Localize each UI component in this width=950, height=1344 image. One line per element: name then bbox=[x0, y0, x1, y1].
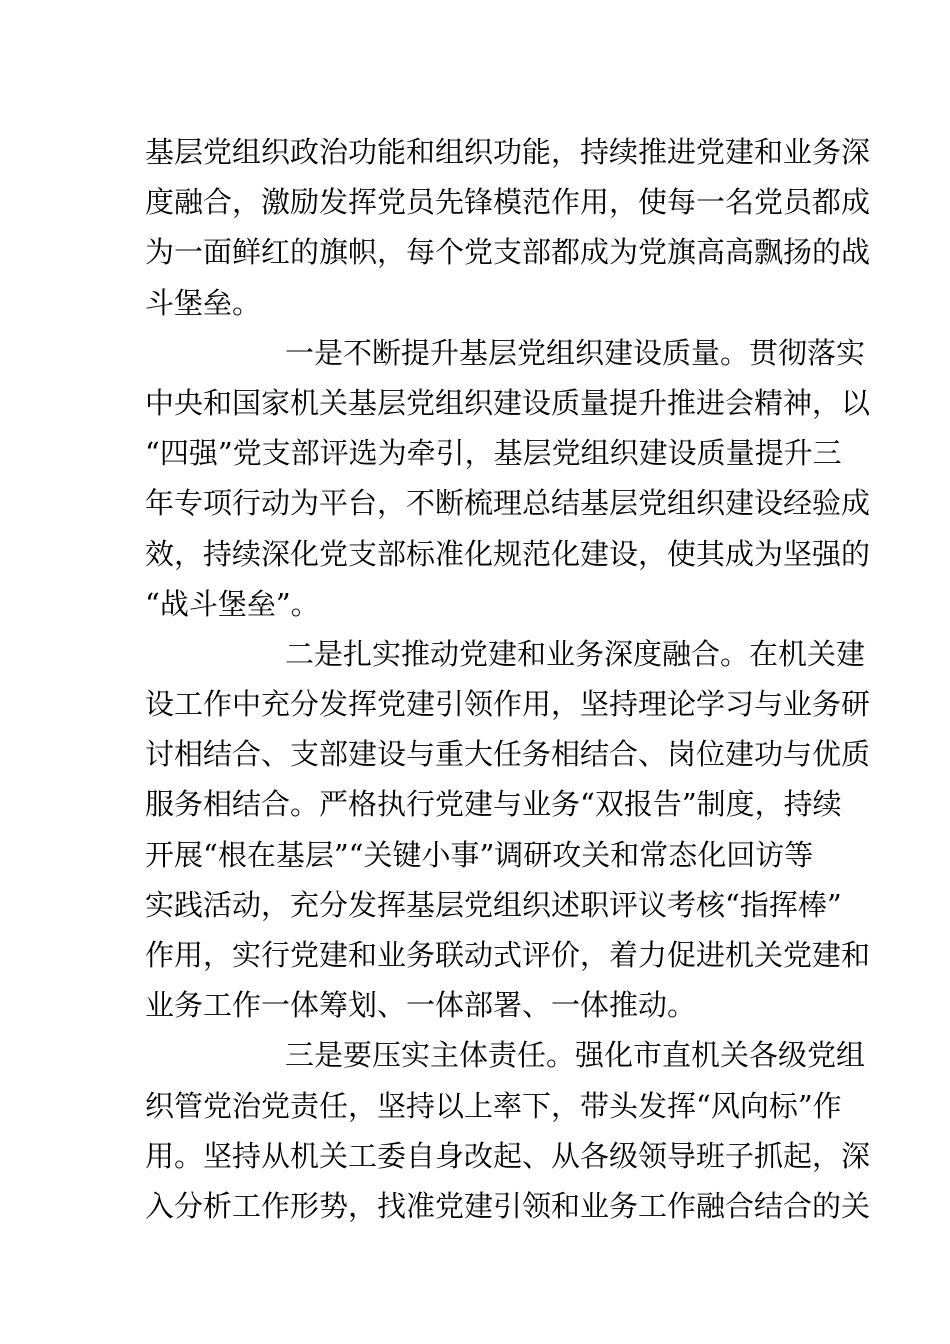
body-text bbox=[145, 127, 871, 1231]
text-line: “战斗堡垒”。 bbox=[145, 586, 320, 621]
text-line: 二是扎实推动党建和业务深度融合。在机关建 bbox=[285, 636, 866, 671]
text-line: 斗堡垒。 bbox=[145, 285, 262, 320]
text-line: 年专项行动为平台，不断梳理总结基层党组织建设经验成 bbox=[145, 486, 871, 521]
text-line: 业务工作一体筹划、一体部署、一体推动。 bbox=[145, 988, 697, 1023]
text-line: 效，持续深化党支部标准化规范化建设，使其成为坚强的 bbox=[145, 536, 871, 571]
text-line: 织管党治党责任，坚持以上率下，带头发挥“风向标”作 bbox=[145, 1088, 842, 1123]
text-line: 为一面鲜红的旗帜，每个党支部都成为党旗高高飘扬的战 bbox=[145, 235, 871, 270]
paragraph-point-one bbox=[145, 328, 871, 629]
text-line: “四强”党支部评选为牵引，基层党组织建设质量提升三 bbox=[145, 436, 842, 471]
text-line: 设工作中充分发挥党建引领作用，坚持理论学习与业务研 bbox=[145, 687, 871, 722]
text-line: 用。坚持从机关工委自身改起、从各级领导班子抓起，深 bbox=[145, 1138, 871, 1173]
text-line: 实践活动，充分发挥基层党组织述职评议考核“指挥棒” bbox=[145, 887, 842, 922]
text-line: 度融合，激励发挥党员先锋模范作用，使每一名党员都成 bbox=[145, 185, 871, 220]
text-line: 入分析工作形势，找准党建引领和业务工作融合结合的关 bbox=[145, 1188, 871, 1223]
text-line: 讨相结合、支部建设与重大任务相结合、岗位建功与优质 bbox=[145, 737, 871, 772]
paragraph-continuation bbox=[145, 127, 871, 328]
text-line: 开展“根在基层”“关键小事”调研攻关和常态化回访等 bbox=[145, 837, 814, 872]
text-line: 三是要压实主体责任。强化市直机关各级党组 bbox=[285, 1038, 866, 1073]
text-line: 基层党组织政治功能和组织功能，持续推进党建和业务深 bbox=[145, 135, 871, 169]
text-line: 服务相结合。严格执行党建与业务“双报告”制度，持续 bbox=[145, 787, 842, 822]
paragraph-point-two bbox=[145, 629, 871, 1031]
paragraph-point-three bbox=[145, 1030, 871, 1231]
text-line: 一是不断提升基层党组织建设质量。贯彻落实 bbox=[285, 335, 866, 370]
text-line: 中央和国家机关基层党组织建设质量提升推进会精神，以 bbox=[145, 385, 871, 420]
text-line: 作用，实行党建和业务联动式评价，着力促进机关党建和 bbox=[145, 938, 871, 972]
